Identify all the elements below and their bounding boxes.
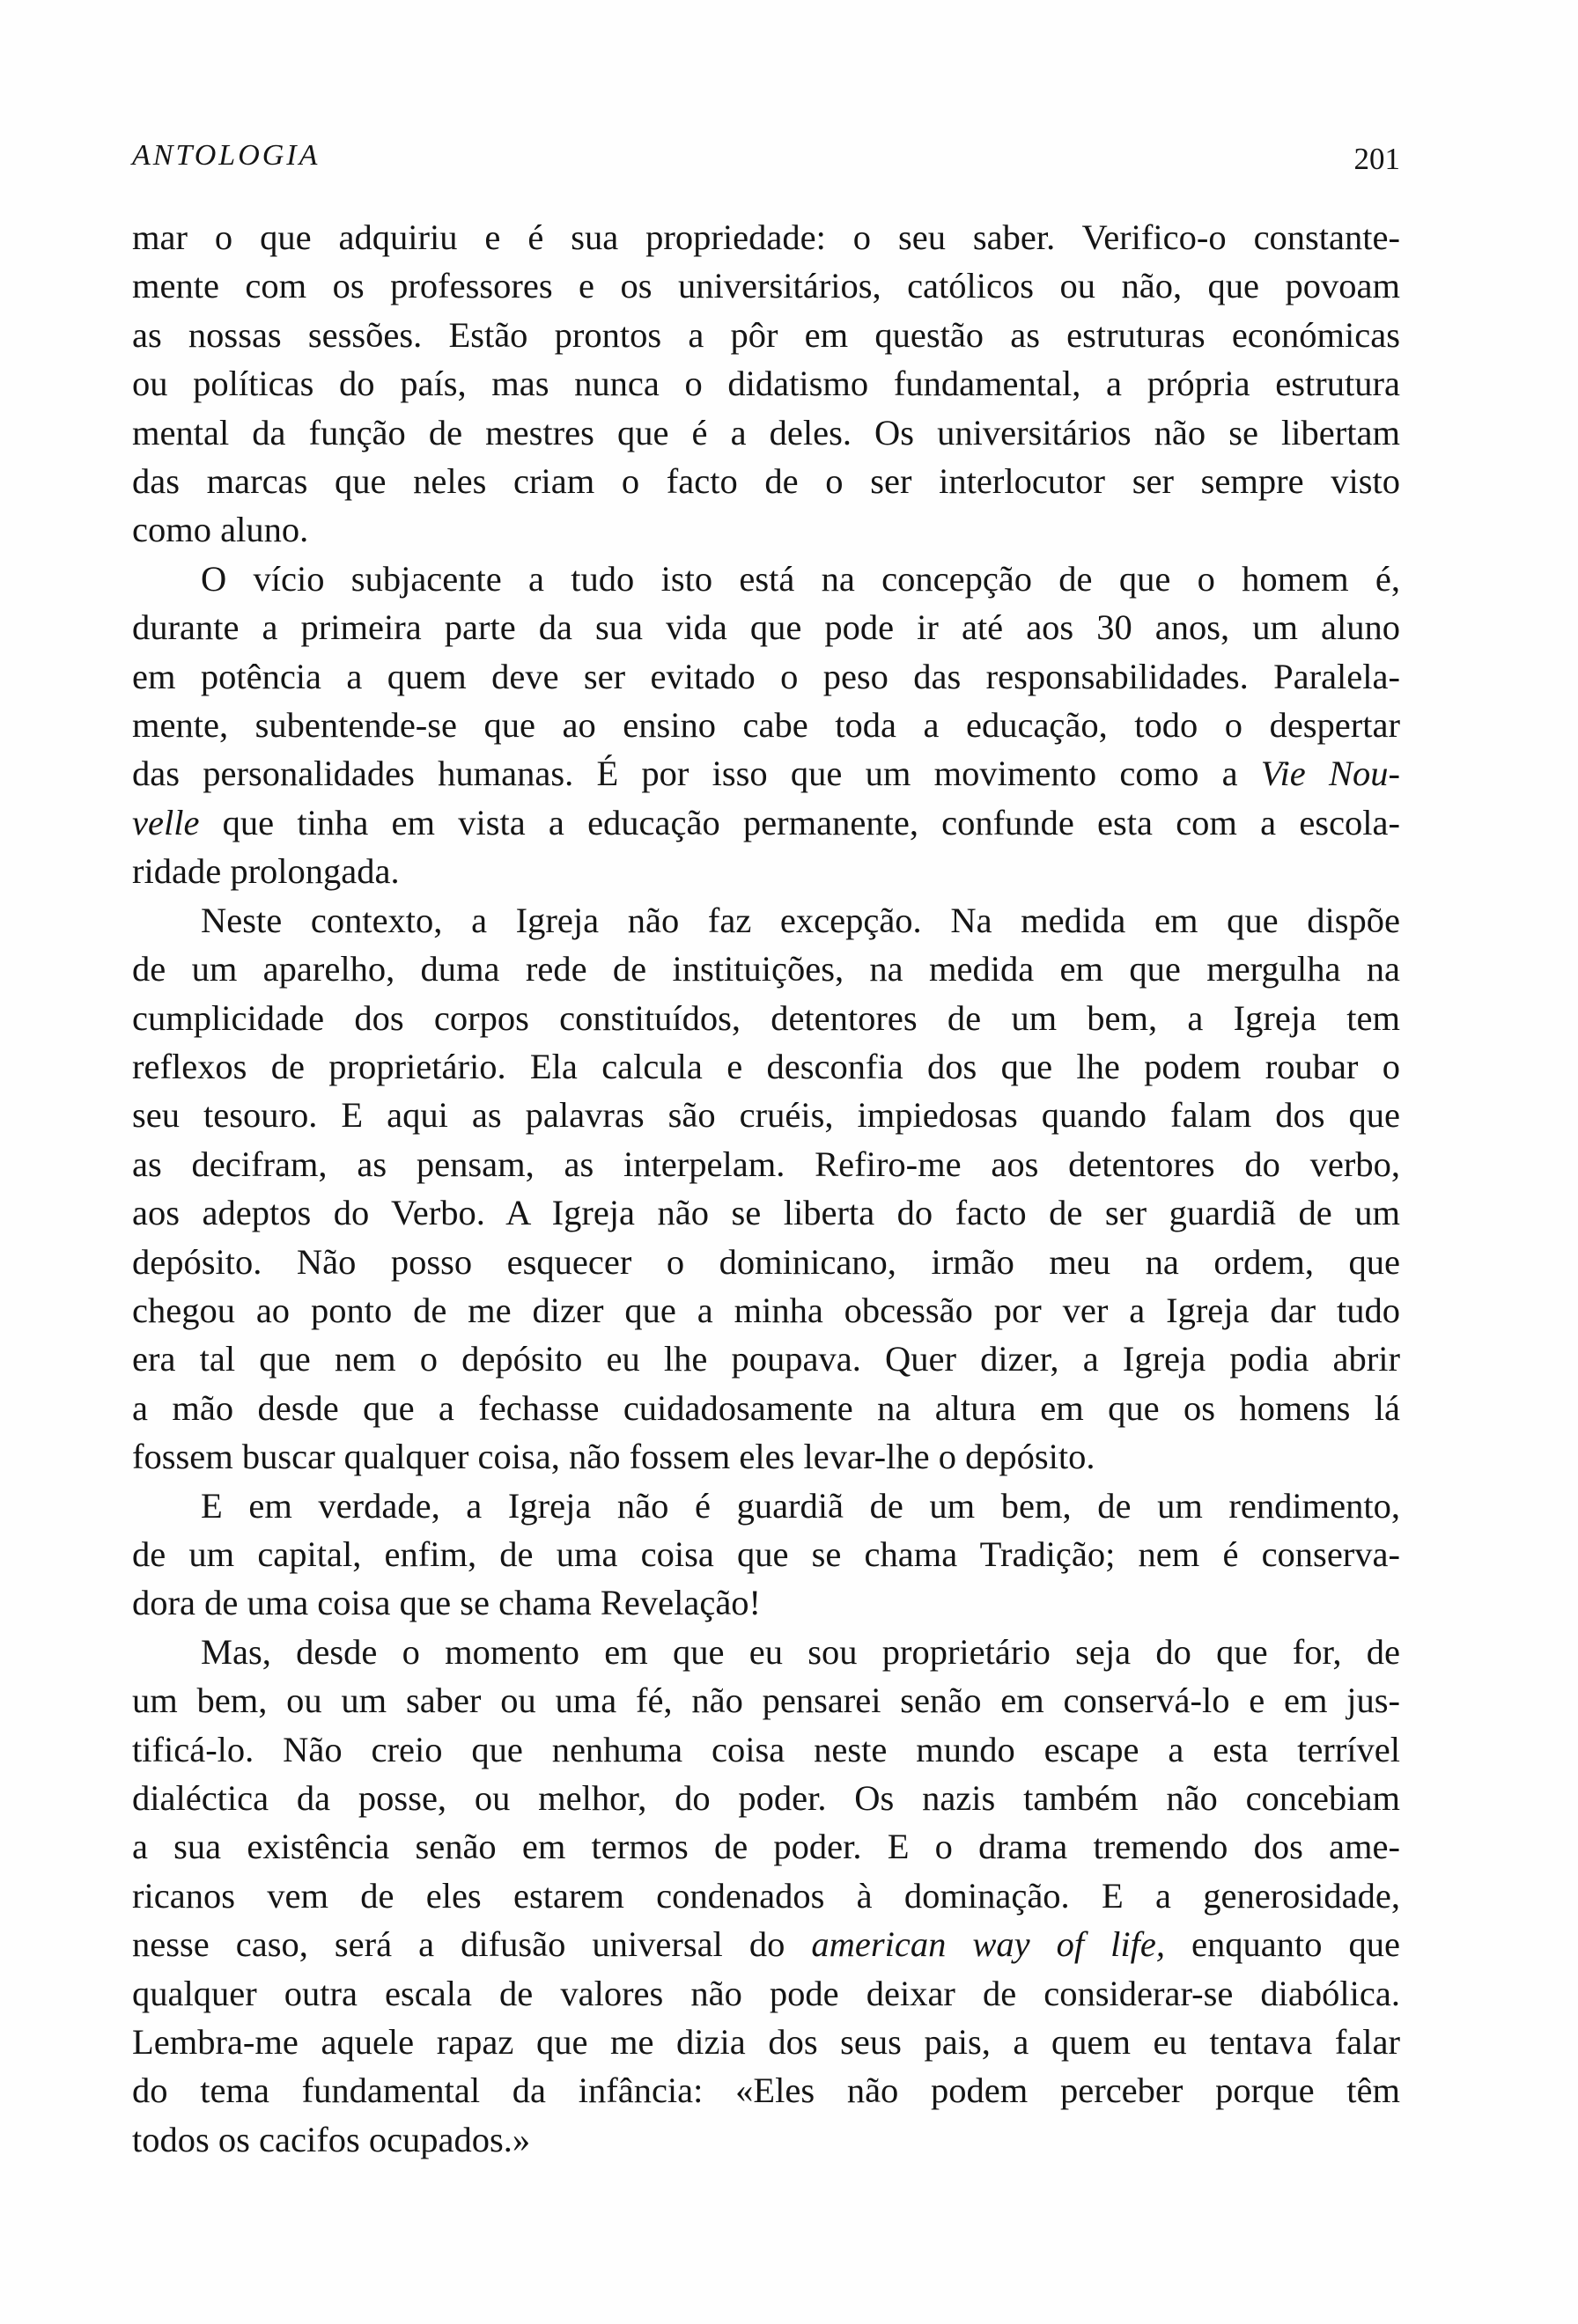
text-line: ou políticas do país, mas nunca o didatismo fundamental, a própria estrutura	[132, 364, 1400, 404]
text-line: tificá-lo. Não creio que nenhuma coisa neste mundo escape a esta terrível	[132, 1729, 1400, 1769]
text-segment: nesse caso, será a difusão universal do	[132, 1924, 812, 1965]
text-line: cumplicidade dos corpos constituídos, detentores de um bem, a Igreja tem	[132, 997, 1400, 1038]
text-line: como aluno.	[132, 510, 309, 550]
text-line: era tal que nem o depósito eu lhe poupava. Quer dizer, a Igreja podia abrir	[132, 1339, 1400, 1379]
text-segment: que tinha em vista a educação permanente, confunde esta com a escola-	[222, 802, 1401, 842]
text-line: as decifram, as pensam, as interpelam. Refiro-me aos detentores do verbo,	[132, 1144, 1400, 1184]
italic-phrase: american way of life,	[811, 1924, 1166, 1965]
text-line: de um capital, enfim, de uma coisa que se chama Tradição; nem é conserva-	[132, 1533, 1400, 1574]
text-line: um bem, ou um saber ou uma fé, não pensarei senão em conservá-lo e em jus-	[132, 1680, 1400, 1721]
paragraph	[132, 213, 1400, 555]
text-line: mar o que adquiriu e é sua propriedade: o seu saber. Verifico-o constante-	[132, 217, 1400, 257]
paragraph	[132, 896, 1400, 1482]
italic-title: velle	[132, 802, 200, 842]
paragraph	[132, 1628, 1400, 2164]
text-line: das marcas que neles criam o facto de o ser interlocutor ser sempre visto	[132, 461, 1400, 502]
text-line: dora de uma coisa que se chama Revelação!	[132, 1583, 762, 1623]
text-line: E em verdade, a Igreja não é guardiã de um bem, de um rendimento,	[201, 1485, 1400, 1526]
text-line: todos os cacifos ocupados.»	[132, 2119, 531, 2159]
text-line: mente, subentende-se que ao ensino cabe toda a educação, todo o despertar	[132, 705, 1400, 746]
text-segment: enquanto que	[1165, 1924, 1400, 1965]
text-line	[132, 798, 1400, 847]
text-line: mental da função de mestres que é a deles. Os universitários não se libertam	[132, 412, 1400, 452]
text-line: chegou ao ponto de me dizer que a minha obcessão por ver a Igreja dar tudo	[132, 1290, 1400, 1330]
text-line: aos adeptos do Verbo. A Igreja não se liberta do facto de ser guardiã de um	[132, 1193, 1400, 1233]
text-line: a mão desde que a fechasse cuidadosamente na altura em que os homens lá	[132, 1387, 1400, 1428]
running-head	[132, 134, 1400, 178]
text-line: Mas, desde o momento em que eu sou proprietário seja do que for, de	[201, 1631, 1400, 1672]
text-line: mente com os professores e os universitários, católicos ou não, que povoam	[132, 266, 1400, 306]
running-title: ANTOLOGIA	[132, 139, 321, 172]
text-segment: das personalidades humanas. É por isso que um movimento como a	[132, 754, 1261, 794]
text-line: reflexos de proprietário. Ela calcula e desconfia dos que lhe podem roubar o	[132, 1046, 1400, 1086]
italic-title: Vie Nou-	[1260, 754, 1400, 794]
text-line: do tema fundamental da infância: «Eles não podem perceber porque têm	[132, 2070, 1400, 2111]
text-line: ricanos vem de eles estarem condenados à dominação. E a generosidade,	[132, 1875, 1400, 1916]
text-line: dialéctica da posse, ou melhor, do poder. Os nazis também não concebiam	[132, 1778, 1400, 1818]
text-line: de um aparelho, duma rede de instituições, na medida em que mergulha na	[132, 949, 1400, 989]
text-line: O vício subjacente a tudo isto está na concepção de que o homem é,	[201, 558, 1400, 599]
text-line: as nossas sessões. Estão prontos a pôr em questão as estruturas económicas	[132, 314, 1400, 355]
body-text	[132, 213, 1400, 2164]
text-line: Lembra-me aquele rapaz que me dizia dos seus pais, a quem eu tentava falar	[132, 2022, 1400, 2063]
text-line: em potência a quem deve ser evitado o peso das responsabilidades. Paralela-	[132, 656, 1400, 696]
text-line: Neste contexto, a Igreja não faz excepção. Na medida em que dispõe	[201, 900, 1400, 940]
page-number: 201	[1353, 142, 1400, 176]
text-line: durante a primeira parte da sua vida que pode ir até aos 30 anos, um aluno	[132, 607, 1400, 648]
paragraph	[132, 555, 1400, 896]
text-line: seu tesouro. E aqui as palavras são cruéis, impiedosas quando falam dos que	[132, 1095, 1400, 1136]
text-line: depósito. Não posso esquecer o dominicano, irmão meu na ordem, que	[132, 1241, 1400, 1282]
text-line	[132, 1920, 1400, 1968]
text-line: fossem buscar qualquer coisa, não fossem eles levar-lhe o depósito.	[132, 1437, 1095, 1477]
text-line	[132, 749, 1400, 798]
text-line: ridade prolongada.	[132, 851, 400, 892]
text-line: a sua existência senão em termos de poder. E o drama tremendo dos ame-	[132, 1827, 1400, 1867]
text-line: qualquer outra escala de valores não pode deixar de considerar-se diabólica.	[132, 1973, 1400, 2013]
paragraph	[132, 1482, 1400, 1628]
